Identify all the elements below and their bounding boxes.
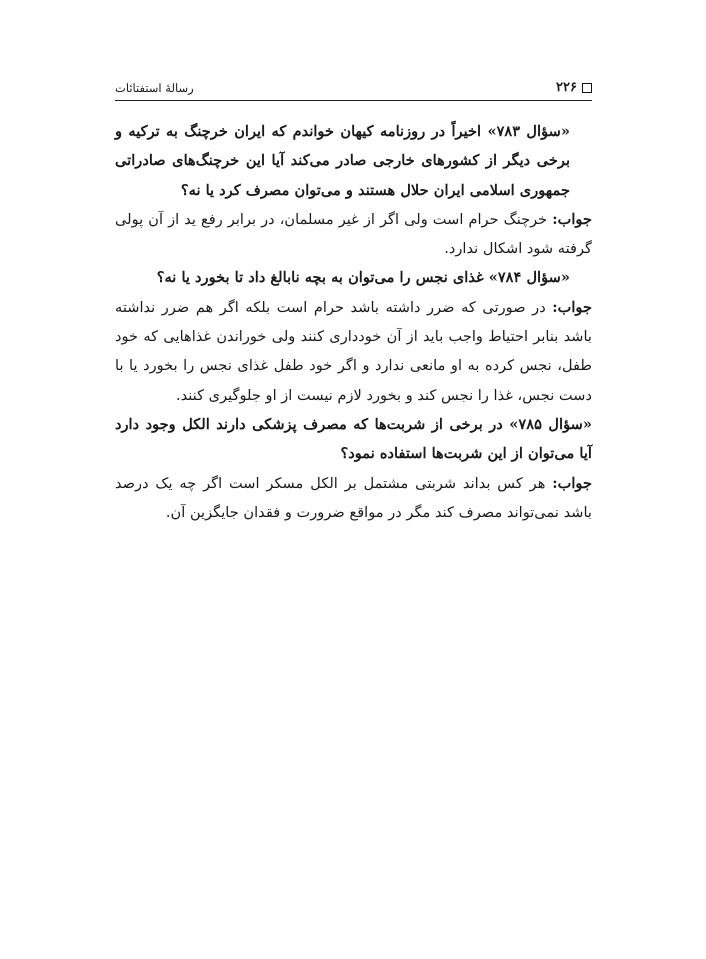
answer-text: خرچنگ حرام است ولی اگر از غیر مسلمان، در برابر رفع ید از آن پولی گرفته شود اشکال ندارد. bbox=[115, 210, 592, 258]
document-body bbox=[115, 117, 592, 527]
answer-784 bbox=[115, 293, 592, 410]
question-label: «سؤال ۷۸۵» bbox=[509, 415, 592, 433]
answer-783 bbox=[115, 205, 592, 264]
answer-text: در صورتی که ضرر داشته باشد حرام است بلکه اگر هم ضرر نداشته باشد بنابر احتیاط واجب باید از آن خودداری کنند ولی خوراندن غذاهایی که خود طفل، نجس کرده به او مانعی ندارد و اگر خود طفل غذای نجس را بخورد یا با دست نجس، غذا را نجس کند و بخورد لازم نیست از او جلوگیری کنند. bbox=[115, 298, 592, 404]
answer-785 bbox=[115, 469, 592, 528]
page-number bbox=[556, 80, 592, 95]
answer-text: هر کس بداند شربتی مشتمل بر الکل مسکر است اگر چه یک درصد باشد نمی‌تواند مصرف کند مگر در مواقع ضرورت و فقدان جایگزین آن. bbox=[115, 474, 592, 521]
answer-label: جواب: bbox=[552, 474, 592, 492]
question-text: غذای نجس را می‌توان به بچه نابالغ داد تا بخورد یا نه؟ bbox=[156, 269, 489, 287]
question-785 bbox=[115, 410, 592, 469]
question-label: «سؤال ۷۸۳» bbox=[487, 123, 570, 140]
running-title: رسالۀ استفتائات bbox=[115, 81, 194, 95]
question-text: در برخی از شربت‌ها که مصرف پزشکی دارند الکل وجود دارد آیا می‌توان از این شربت‌ها استفاده نمود؟ bbox=[115, 415, 592, 463]
question-784 bbox=[115, 263, 592, 292]
answer-label: جواب: bbox=[552, 298, 592, 316]
page-number-text: ۲۲۶ bbox=[556, 80, 577, 95]
document-page bbox=[115, 78, 592, 938]
question-783 bbox=[115, 117, 592, 205]
question-label: «سؤال ۷۸۴» bbox=[488, 269, 570, 287]
square-marker-icon bbox=[582, 83, 592, 93]
question-text: اخیراً در روزنامه کیهان خواندم که ایران خرچنگ به ترکیه و برخی دیگر از کشورهای خارجی صادر می‌کند آیا این خرچنگ‌های صادراتی جمهوری اسلامی ایران حلال هستند و می‌توان مصرف کرد یا نه؟ bbox=[115, 123, 570, 199]
page-header bbox=[115, 78, 592, 101]
answer-label: جواب: bbox=[552, 210, 592, 228]
